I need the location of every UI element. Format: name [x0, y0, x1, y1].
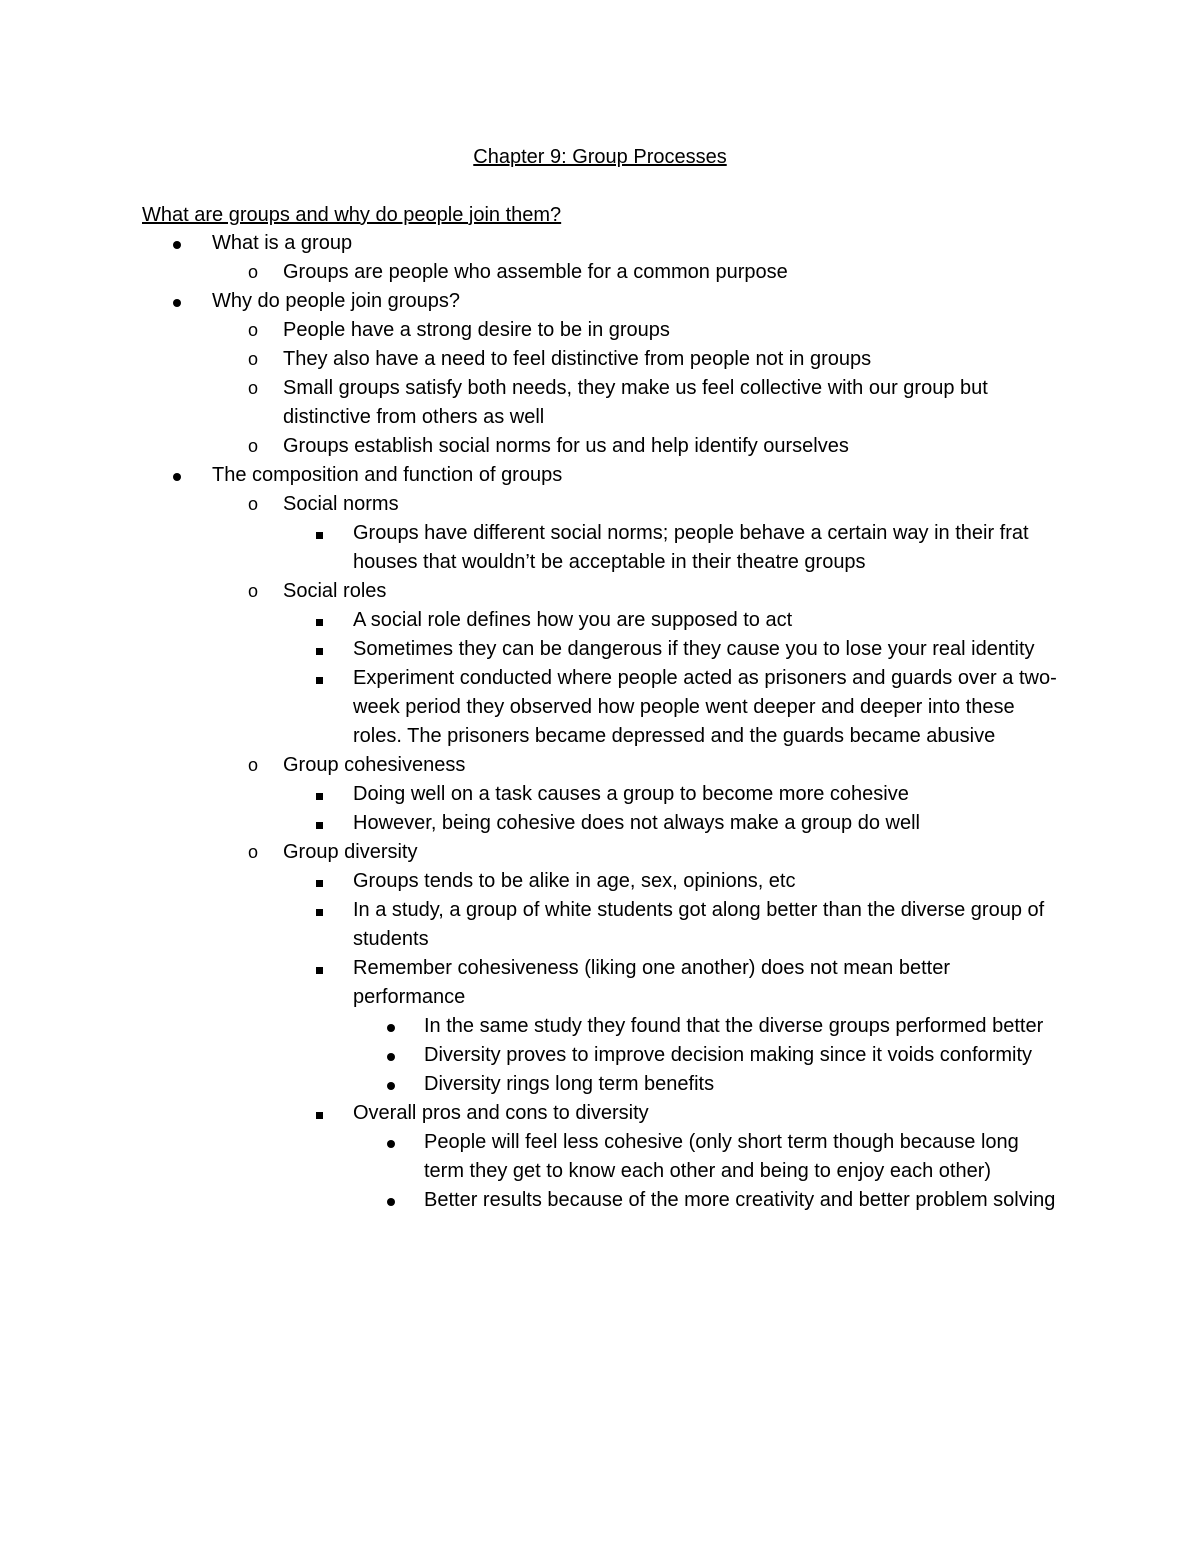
- list-item: [0, 316, 1200, 345]
- list-item-text: Groups are people who assemble for a common purpose: [283, 261, 788, 283]
- list-item-text: Group cohesiveness: [283, 754, 466, 776]
- bullet-circle-icon: o: [248, 581, 259, 601]
- list-item-text: In a study, a group of white students got along better than the diverse group of students: [353, 899, 1045, 950]
- list-item: [0, 1128, 1200, 1186]
- list-item-text: In the same study they found that the diverse groups performed better: [424, 1015, 1044, 1037]
- list-item: [0, 345, 1200, 374]
- bullet-square-icon: [316, 664, 323, 693]
- list-item-text: Social roles: [283, 580, 387, 602]
- list-item-text: Social norms: [283, 493, 399, 515]
- list-item-text: Groups tends to be alike in age, sex, opinions, etc: [353, 870, 796, 892]
- list-item: [0, 635, 1200, 664]
- list-item: [0, 896, 1200, 954]
- bullet-circle-icon: o: [248, 842, 259, 862]
- list-item-text: A social role defines how you are supposed to act: [353, 609, 793, 631]
- list-item: [0, 838, 1200, 867]
- bullet-square-icon: [316, 635, 323, 664]
- bullet-circle-icon: o: [248, 320, 259, 340]
- list-item-text: The composition and function of groups: [212, 464, 563, 486]
- list-item: [0, 1099, 1200, 1128]
- section-heading: What are groups and why do people join them?: [142, 204, 562, 226]
- bullet-circle-icon: o: [248, 349, 259, 369]
- list-item: [0, 867, 1200, 896]
- bullet-square-icon: [316, 780, 323, 809]
- bullet-square-icon: [316, 809, 323, 838]
- list-item: [0, 229, 1200, 258]
- list-item-text: Groups have different social norms; people behave a certain way in their frat houses that wouldn’t be acceptable in their theatre groups: [353, 522, 1029, 573]
- list-item: [0, 258, 1200, 287]
- list-item-text: What is a group: [212, 232, 353, 254]
- list-item-text: Overall pros and cons to diversity: [353, 1102, 649, 1124]
- bullet-circle-icon: o: [248, 494, 259, 514]
- bullet-square-icon: [316, 954, 323, 983]
- list-item: [0, 1186, 1200, 1215]
- bullet-circle-icon: o: [248, 436, 259, 456]
- list-item-text: People have a strong desire to be in groups: [283, 319, 670, 341]
- list-item: [0, 374, 1200, 432]
- list-item-text: Doing well on a task causes a group to become more cohesive: [353, 783, 909, 805]
- bullet-outline: [0, 229, 1200, 1215]
- list-item: [0, 432, 1200, 461]
- list-item: [0, 1041, 1200, 1070]
- list-item-text: Diversity proves to improve decision making since it voids conformity: [424, 1044, 1032, 1066]
- list-item-text: Remember cohesiveness (liking one another) does not mean better performance: [353, 957, 950, 1008]
- list-item: [0, 751, 1200, 780]
- bullet-dot-icon: [387, 1041, 395, 1070]
- list-item-text: Experiment conducted where people acted as prisoners and guards over a two-week period they observed how people went deeper and deeper into these roles. The prisoners became depressed and the guards became abusive: [353, 667, 1057, 747]
- bullet-square-icon: [316, 867, 323, 896]
- list-item: [0, 490, 1200, 519]
- bullet-dot-icon: [173, 287, 181, 316]
- bullet-dot-icon: [387, 1012, 395, 1041]
- list-item-text: Better results because of the more creativity and better problem solving: [424, 1189, 1056, 1211]
- list-item: [0, 780, 1200, 809]
- list-item: [0, 577, 1200, 606]
- bullet-circle-icon: o: [248, 755, 259, 775]
- list-item: [0, 287, 1200, 316]
- list-item: [0, 519, 1200, 577]
- list-item: [0, 664, 1200, 751]
- list-item: [0, 809, 1200, 838]
- list-item-text: Group diversity: [283, 841, 418, 863]
- list-item-text: Sometimes they can be dangerous if they cause you to lose your real identity: [353, 638, 1035, 660]
- list-item-text: They also have a need to feel distinctive from people not in groups: [283, 348, 872, 370]
- bullet-square-icon: [316, 1099, 323, 1128]
- list-item-text: Why do people join groups?: [212, 290, 460, 312]
- list-item: [0, 1012, 1200, 1041]
- page-title: Chapter 9: Group Processes: [473, 146, 727, 168]
- list-item-text: Groups establish social norms for us and help identify ourselves: [283, 435, 849, 457]
- bullet-circle-icon: o: [248, 262, 259, 282]
- bullet-dot-icon: [387, 1128, 395, 1157]
- bullet-square-icon: [316, 606, 323, 635]
- list-item: [0, 1070, 1200, 1099]
- bullet-dot-icon: [173, 461, 181, 490]
- bullet-dot-icon: [387, 1186, 395, 1215]
- bullet-square-icon: [316, 519, 323, 548]
- list-item: [0, 954, 1200, 1012]
- list-item: [0, 606, 1200, 635]
- list-item-text: However, being cohesive does not always make a group do well: [353, 812, 920, 834]
- bullet-circle-icon: o: [248, 378, 259, 398]
- list-item-text: People will feel less cohesive (only short term though because long term they get to know each other and being to enjoy each other): [424, 1131, 1019, 1182]
- bullet-square-icon: [316, 896, 323, 925]
- list-item-text: Diversity rings long term benefits: [424, 1073, 715, 1095]
- bullet-dot-icon: [173, 229, 181, 258]
- bullet-dot-icon: [387, 1070, 395, 1099]
- list-item: [0, 461, 1200, 490]
- list-item-text: Small groups satisfy both needs, they make us feel collective with our group but distinctive from others as well: [283, 377, 988, 428]
